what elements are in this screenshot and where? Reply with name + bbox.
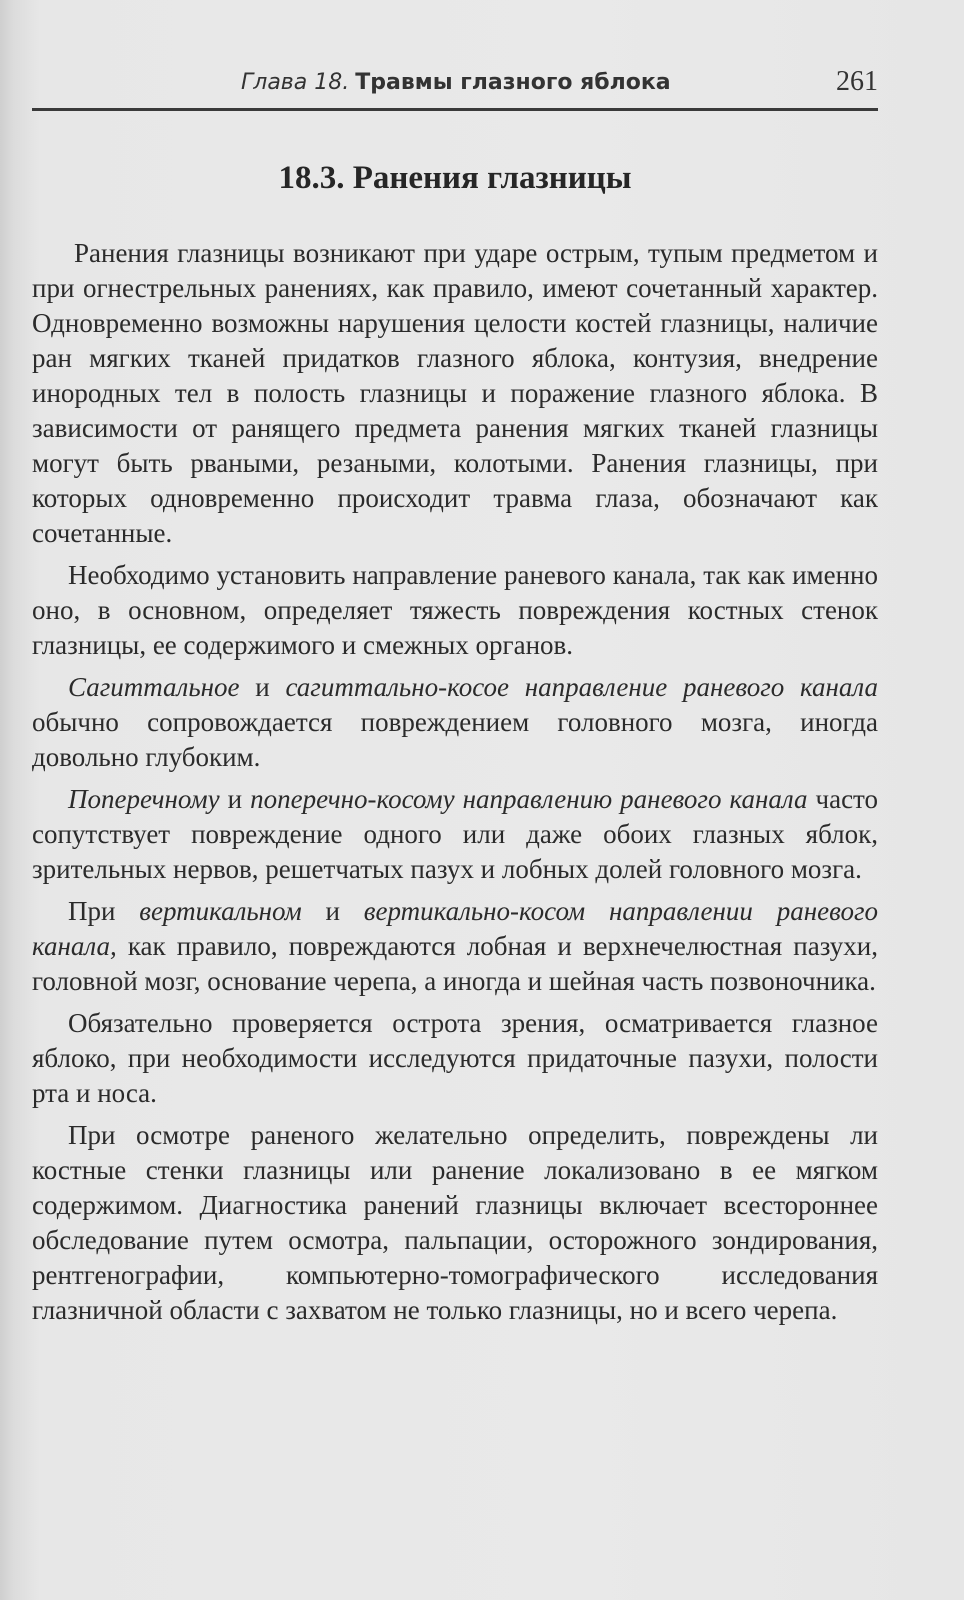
chapter-heading xyxy=(241,70,671,95)
emphasis-term: Поперечному xyxy=(68,784,220,814)
paragraph-text: как правило, повреждаются лобная и верхнечелюстная пазухи, головной мозг, основание черепа, а иногда и шейная часть позвоночника. xyxy=(32,931,878,996)
conjunction: и xyxy=(239,672,286,702)
paragraph-5 xyxy=(32,894,878,999)
section-title: 18.3. Ранения глазницы xyxy=(278,160,632,196)
running-header xyxy=(32,66,878,106)
emphasis-term: вертикально-косом направлении раневого канала, xyxy=(32,896,878,961)
emphasis-term: Сагиттальное xyxy=(68,672,240,702)
conjunction: и xyxy=(219,784,251,814)
emphasis-term: сагиттально-косое направление раневого канала xyxy=(285,672,878,702)
paragraph-7: При осмотре раненого желательно определить, повреждены ли костные стенки глазницы или ранение локализовано в ее мягком содержимом. Диагностика ранений глазницы включает всестороннее обследование путем осмотра, пальпации, осторожного зондирования, рентгенографии, компьютерно-томографического исследования глазничной области с захватом не только глазницы, но и всего черепа. xyxy=(32,1120,878,1325)
emphasis-term: вертикальном xyxy=(139,896,302,926)
body-text xyxy=(32,236,878,1335)
header-rule xyxy=(32,108,878,111)
paragraph-6: Обязательно проверяется острота зрения, осматривается глазное яблоко, при необходимости исследуются придаточные пазухи, полости рта и носа. xyxy=(32,1008,878,1108)
paragraph-3 xyxy=(32,670,878,775)
paragraph-2: Необходимо установить направление раневого канала, так как именно оно, в основном, определяет тяжесть повреждения костных стенок глазницы, ее содержимого и смежных органов. xyxy=(32,560,878,660)
paragraph-4 xyxy=(32,782,878,887)
paragraph-text: обычно сопровождается повреждением головного мозга, иногда довольно глубоким. xyxy=(32,707,878,772)
paragraph-text: часто сопутствует повреждение одного или даже обоих глазных яблок, зрительных нервов, решетчатых пазух и лобных долей головного мозга. xyxy=(32,784,878,884)
paragraph-1: Ранения глазницы возникают при ударе острым, тупым предметом и при огнестрельных ранениях, как правило, имеют сочетанный характер. Одновременно возможны нарушения целости костей глазницы, наличие ран мягких тканей придатков глазного яблока, контузия, внедрение инородных тел в полость глазницы и поражение глазного яблока. В зависимости от ранящего предмета ранения мягких тканей глазницы могут быть рваными, резаными, колотыми. Ранения глазницы, при которых одновременно происходит травма глаза, обозначают как сочетанные. xyxy=(32,238,878,548)
conjunction: и xyxy=(301,896,364,926)
paragraph-lead: При xyxy=(68,896,140,926)
chapter-label: Глава 18. xyxy=(241,70,350,95)
emphasis-term: поперечно-косому направлению раневого канала xyxy=(250,784,808,814)
page-number: 261 xyxy=(836,66,878,97)
chapter-title: Травмы глазного яблока xyxy=(355,70,671,95)
